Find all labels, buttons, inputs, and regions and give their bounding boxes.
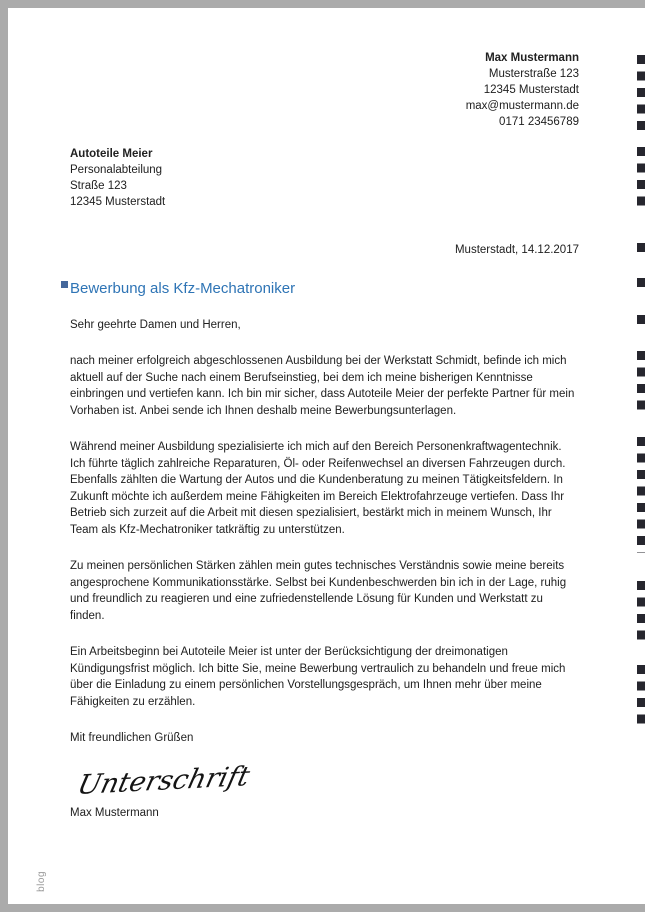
sender-street: Musterstraße 123 xyxy=(488,68,579,80)
paragraph-2: Während meiner Ausbildung spezialisierte ich mich auf den Bereich Personenkraftwagentechnik. Ich führte täglich zahlreiche Reparaturen, Öl- oder Reifenwechsel an diversen Fahrzeugen durch. Ebenfalls zählten die Wartung der Autos und die Kundenberatung zu meinen Tätigkeitsfeldern. In Zukunft möchte ich außerdem meine Fähigkeiten im Bereich Elektrofahrzeuge vertiefen. Dass Ihr Betrieb sich zurzeit auf die Arbeit mit diesen spezialisiert, bestärkt mich in meinem Wunsch, Ihr Team als Kfz-Mechatroniker tatkräftig zu unterstützen. xyxy=(70,441,566,536)
edge-artifact xyxy=(637,55,645,137)
signed-name: Max Mustermann xyxy=(70,806,159,819)
salutation: Sehr geehrte Damen und Herren, xyxy=(70,318,241,331)
edge-artifact xyxy=(637,278,645,293)
subject-heading: Bewerbung als Kfz-Mechatroniker xyxy=(70,279,296,297)
paragraph-1: nach meiner erfolgreich abgeschlossenen Ausbildung bei der Werkstatt Schmidt, befinde ich mich aktuell auf der Suche nach einem Berufseinstieg, bei dem ich meine bisherigen Kenntnisse einbringen und vertiefen kann. Ich bin mir sicher, dass Autoteile Meier der perfekte Partner für mein Vorhaben ist. Anbei sende ich Ihnen deshalb meine Bewerbungsunterlagen. xyxy=(70,355,575,417)
paragraph-4: Ein Arbeitsbeginn bei Autoteile Meier ist unter der Berücksichtigung der dreimonatigen Kündigungsfrist möglich. Ich bitte Sie, meine Bewerbung vertraulich zu behandeln und freue mich über die Einladung zu einem persönlichen Vorstellungsgespräch, um Ihnen mehr über meine Fähigkeiten zu erzählen. xyxy=(70,646,566,708)
sender-city: 12345 Musterstadt xyxy=(483,84,579,96)
edge-artifact xyxy=(637,315,645,328)
subject-row xyxy=(70,279,579,299)
handwritten-signature: Unterschrift xyxy=(74,760,253,801)
letter-page xyxy=(8,8,645,904)
closing-line: Mit freundlichen Grüßen xyxy=(70,732,194,744)
recipient-company: Autoteile Meier xyxy=(70,148,153,160)
recipient-department: Personalabteilung xyxy=(70,164,163,176)
sender-email: max@mustermann.de xyxy=(465,100,579,112)
date-line: Musterstadt, 14.12.2017 xyxy=(454,244,579,256)
edge-artifact xyxy=(637,437,645,553)
edge-artifact xyxy=(637,351,645,416)
edge-artifact xyxy=(637,665,645,731)
letter-body xyxy=(70,317,579,747)
sender-name: Max Mustermann xyxy=(485,52,579,64)
edge-artifact xyxy=(637,243,645,256)
edge-artifact xyxy=(637,581,645,647)
sender-phone: 0171 23456789 xyxy=(499,116,579,128)
paragraph-3: Zu meinen persönlichen Stärken zählen mein gutes technisches Verständnis sowie meine bereits angesprochene Kommunikationsstärke. Selbst bei Kundenbeschwerden bin ich in der Lage, ruhig und freundlich zu reagieren und eine zufriedenstellende Lösung für Kunden und Werkstatt zu finden. xyxy=(70,560,567,622)
recipient-street: Straße 123 xyxy=(70,180,127,192)
accent-square-icon xyxy=(61,281,68,288)
signature-area xyxy=(70,760,579,821)
blog-watermark: blog xyxy=(36,871,47,892)
recipient-block xyxy=(70,146,579,210)
sender-block xyxy=(70,50,579,130)
recipient-city: 12345 Musterstadt xyxy=(70,196,166,208)
edge-artifact xyxy=(637,147,645,210)
